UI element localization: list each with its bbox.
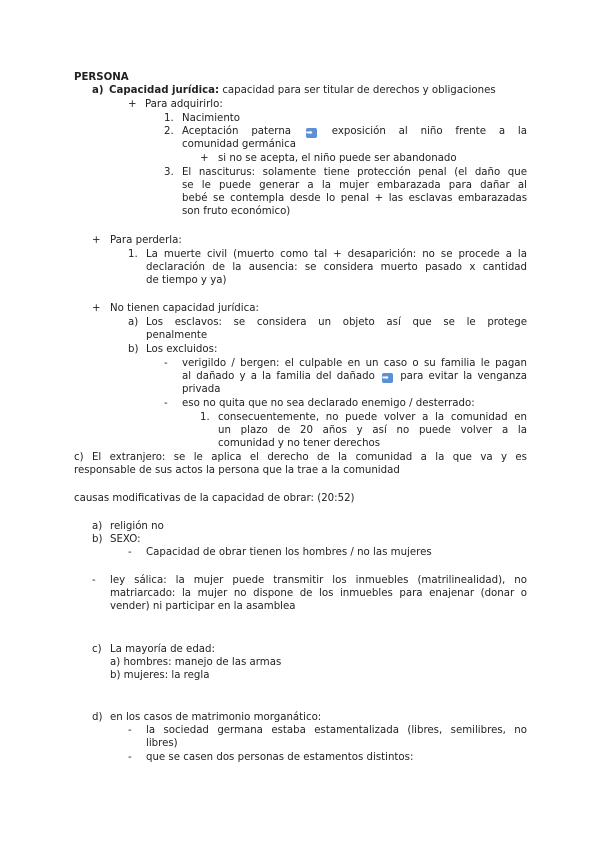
extranjero-line-2: responsable de sus actos la persona que la trae a la comunidad — [74, 465, 400, 476]
number-3: 3. — [164, 167, 174, 178]
page-title: PERSONA — [74, 72, 129, 83]
comunidad-germanica: comunidad germánica — [182, 139, 296, 150]
marker-a: a) — [92, 85, 104, 96]
marker-d: d) — [92, 712, 103, 723]
number-1: 1. — [128, 249, 138, 260]
marker-c: c) — [92, 644, 102, 655]
estamentos-distintos: que se casen dos personas de estamentos distintos: — [146, 752, 414, 763]
exposicion-text: exposición al niño frente a la — [331, 126, 527, 137]
marker-b: b) — [92, 534, 103, 545]
para-adquirirlo: Para adquirirlo: — [145, 99, 223, 110]
nasciturus-line-1: El nasciturus: solamente tiene protección penal (el daño que — [182, 167, 527, 178]
extranjero-line-1: c) El extranjero: se le aplica el derecho de la comunidad a la que va y es — [74, 452, 527, 463]
section-a-line — [109, 84, 496, 97]
nasciturus-line-3: bebé se contempla desde lo penal + las esclavas embarazadas — [182, 193, 527, 204]
bullet-dash: - — [164, 358, 168, 369]
consecuentemente-line-2: un plazo de 20 años y así no puede volver a la — [218, 425, 527, 436]
capacidad-juridica-def: capacidad para ser titular de derechos y obligaciones — [219, 85, 496, 96]
bullet-dash: - — [128, 547, 132, 558]
para-perderla: Para perderla: — [110, 235, 182, 246]
esclavos-line-2: penalmente — [146, 330, 208, 341]
religion: religión no — [110, 521, 164, 532]
ley-salica-line-3: vender) ni participar en la asamblea — [110, 601, 296, 612]
bullet-dash: - — [92, 575, 96, 586]
bullet-dash: - — [164, 398, 168, 409]
aceptacion-paterna-line — [182, 125, 527, 138]
marker-b: b) — [128, 344, 139, 355]
bullet-dash: - — [128, 752, 132, 763]
sociedad-germana-line-2: libres) — [146, 738, 178, 749]
enemigo-desterrado: eso no quita que no sea declarado enemigo / desterrado: — [182, 398, 475, 409]
number-2: 2. — [164, 126, 174, 137]
muerte-civil-line-3: de tiempo y ya) — [146, 275, 227, 286]
venganza-text: para evitar la venganza — [400, 371, 527, 382]
bullet-dash: - — [128, 725, 132, 736]
marker-a: a) — [92, 521, 103, 532]
mujeres-regla: b) mujeres: la regla — [110, 670, 210, 681]
muerte-civil-line-1: La muerte civil (muerto como tal + desaparición: no se procede a la — [146, 249, 527, 260]
consecuentemente-line-3: comunidad y no tener derechos — [218, 438, 381, 449]
verigildo-line-2 — [182, 370, 527, 383]
aceptacion-paterna: Aceptación paterna — [182, 126, 292, 137]
esclavos-line-1: Los esclavos: se considera un objeto así que se le protege — [146, 317, 527, 328]
no-tienen-capacidad: No tienen capacidad jurídica: — [110, 303, 259, 314]
bullet-plus: + — [200, 153, 209, 164]
capacidad-obrar-hombres: Capacidad de obrar tienen los hombres / no las mujeres — [146, 547, 432, 558]
ley-salica-line-2: matriarcado: la mujer no dispone de los inmuebles para enajenar (donar o — [110, 588, 527, 599]
sociedad-germana-line-1: la sociedad germana estaba estamentalizada (libres, semilibres, no — [146, 725, 527, 736]
arrow-icon: ➡ — [382, 373, 393, 383]
number-1: 1. — [200, 412, 210, 423]
bullet-plus: + — [92, 303, 101, 314]
nasciturus-line-4: son fruto económico) — [182, 206, 291, 217]
matrimonio-morganatico: en los casos de matrimonio morganático: — [110, 712, 322, 723]
mayoria-edad: La mayoría de edad: — [110, 644, 215, 655]
bullet-plus: + — [92, 235, 101, 246]
number-1: 1. — [164, 113, 174, 124]
verigildo-text: al dañado y a la familia del dañado — [182, 371, 375, 382]
nacimiento: Nacimiento — [182, 113, 241, 124]
no-acepta-text: si no se acepta, el niño puede ser abandonado — [218, 153, 457, 164]
verigildo-line-3: privada — [182, 384, 221, 395]
hombres-armas: a) hombres: manejo de las armas — [110, 657, 282, 668]
ley-salica-line-1: ley sálica: la mujer puede transmitir los inmuebles (matrilinealidad), no — [110, 575, 527, 586]
bullet-plus: + — [128, 99, 137, 110]
verigildo-line-1: verigildo / bergen: el culpable en un caso o su familia le pagan — [182, 358, 527, 369]
nasciturus-line-2: se le puede generar a la mujer embarazada para dañar al — [182, 180, 527, 191]
marker-a: a) — [128, 317, 139, 328]
consecuentemente-line-1: consecuentemente, no puede volver a la comunidad en — [218, 412, 527, 423]
sexo: SEXO: — [110, 534, 141, 545]
excluidos: Los excluidos: — [146, 344, 218, 355]
arrow-icon: ➡ — [306, 128, 317, 138]
causas-modificativas: causas modificativas de la capacidad de obrar: (20:52) — [74, 493, 355, 504]
capacidad-juridica-heading: Capacidad jurídica: — [109, 85, 220, 96]
muerte-civil-line-2: declaración de la ausencia: se considera muerto pasado x cantidad — [146, 262, 527, 273]
